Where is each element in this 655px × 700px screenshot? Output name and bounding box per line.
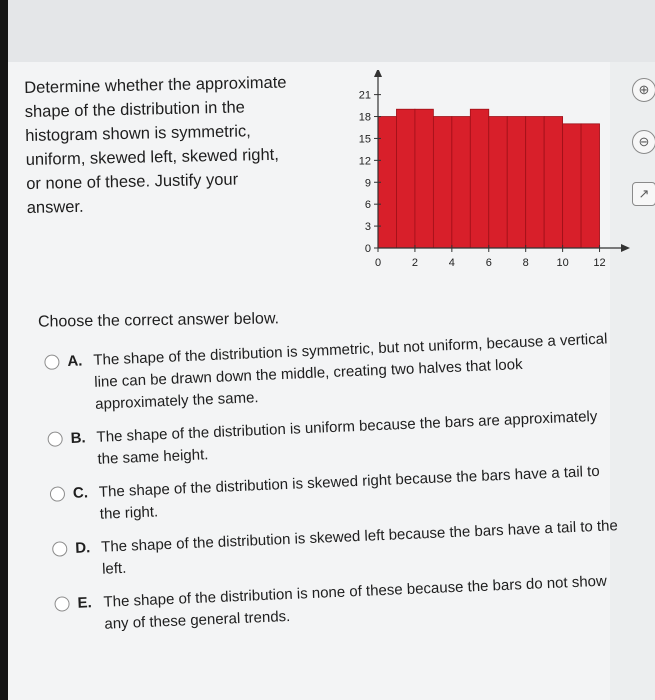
- x-tick-label: 6: [485, 257, 492, 269]
- radio-button[interactable]: [44, 354, 60, 370]
- x-tick-label: 12: [593, 257, 606, 269]
- question-line: answer.: [26, 197, 84, 217]
- histogram-bar: [507, 117, 525, 248]
- choice-text: The shape of the distribution is symmetric, but not uniform, because a vertical line can be drawn down the middle, creating two halves that look approximately the same.: [93, 330, 608, 413]
- histogram-bar: [396, 109, 414, 248]
- choice-letter: A.: [67, 352, 83, 371]
- histogram-bar: [526, 117, 544, 248]
- x-tick-label: 0: [374, 257, 382, 269]
- monitor-top-bezel: [0, 0, 655, 62]
- histogram-bar: [452, 117, 470, 248]
- radio-button[interactable]: [54, 596, 70, 612]
- popout-icon[interactable]: ↗: [632, 182, 655, 206]
- x-tick-label: 8: [522, 257, 529, 269]
- y-tick-label: 9: [364, 177, 371, 190]
- question-line: uniform, skewed left, skewed right,: [25, 145, 280, 169]
- radio-button[interactable]: [50, 486, 66, 502]
- radio-button[interactable]: [52, 541, 68, 557]
- y-tick-label: 6: [364, 199, 371, 212]
- y-tick-label: 0: [364, 243, 371, 255]
- y-tick-label: 18: [358, 111, 371, 124]
- question-line: Determine whether the approximate: [24, 73, 287, 97]
- histogram-bar: [581, 124, 599, 248]
- choice-letter: B.: [70, 429, 86, 447]
- x-axis-arrow: [621, 244, 630, 252]
- x-tick-label: 10: [556, 257, 569, 269]
- question-text: [24, 70, 332, 220]
- histogram-bar: [544, 117, 562, 248]
- histogram-chart: [330, 70, 630, 275]
- choice-letter: E.: [77, 594, 93, 612]
- zoom-icon[interactable]: ⊕: [632, 78, 655, 102]
- histogram-bar: [433, 117, 451, 248]
- question-line: histogram shown is symmetric,: [25, 122, 251, 145]
- copy-icon[interactable]: ⊖: [632, 130, 655, 154]
- histogram-bar: [563, 124, 581, 248]
- x-tick-label: 4: [448, 257, 455, 269]
- histogram-bar: [489, 117, 507, 248]
- choice-letter: D.: [74, 539, 91, 557]
- y-axis-arrow: [374, 70, 382, 77]
- answer-prompt: Choose the correct answer below.: [37, 310, 280, 331]
- choice-text: The shape of the distribution is none of these because the bars do not show any of these general trends.: [103, 572, 608, 633]
- choice-text: The shape of the distribution is skewed right because the bars have a tail to the right.: [98, 462, 600, 523]
- y-tick-label: 15: [358, 133, 371, 146]
- radio-button[interactable]: [47, 431, 63, 447]
- histogram-bar: [470, 109, 488, 248]
- monitor-left-bezel: [0, 0, 8, 700]
- question-line: or none of these. Justify your: [26, 170, 239, 193]
- choice-letter: C.: [72, 484, 89, 502]
- histogram-bar: [415, 109, 433, 248]
- y-tick-label: 12: [358, 155, 371, 168]
- question-line: shape of the distribution in the: [24, 98, 246, 121]
- y-tick-label: 21: [358, 89, 371, 102]
- choice-text: The shape of the distribution is skewed left because the bars have a tail to the left.: [100, 517, 619, 578]
- answer-choices: [44, 326, 655, 648]
- choice-text: The shape of the distribution is uniform because the bars are approximately the same height.: [96, 407, 598, 468]
- x-tick-label: 2: [411, 257, 418, 269]
- y-tick-label: 3: [364, 221, 371, 234]
